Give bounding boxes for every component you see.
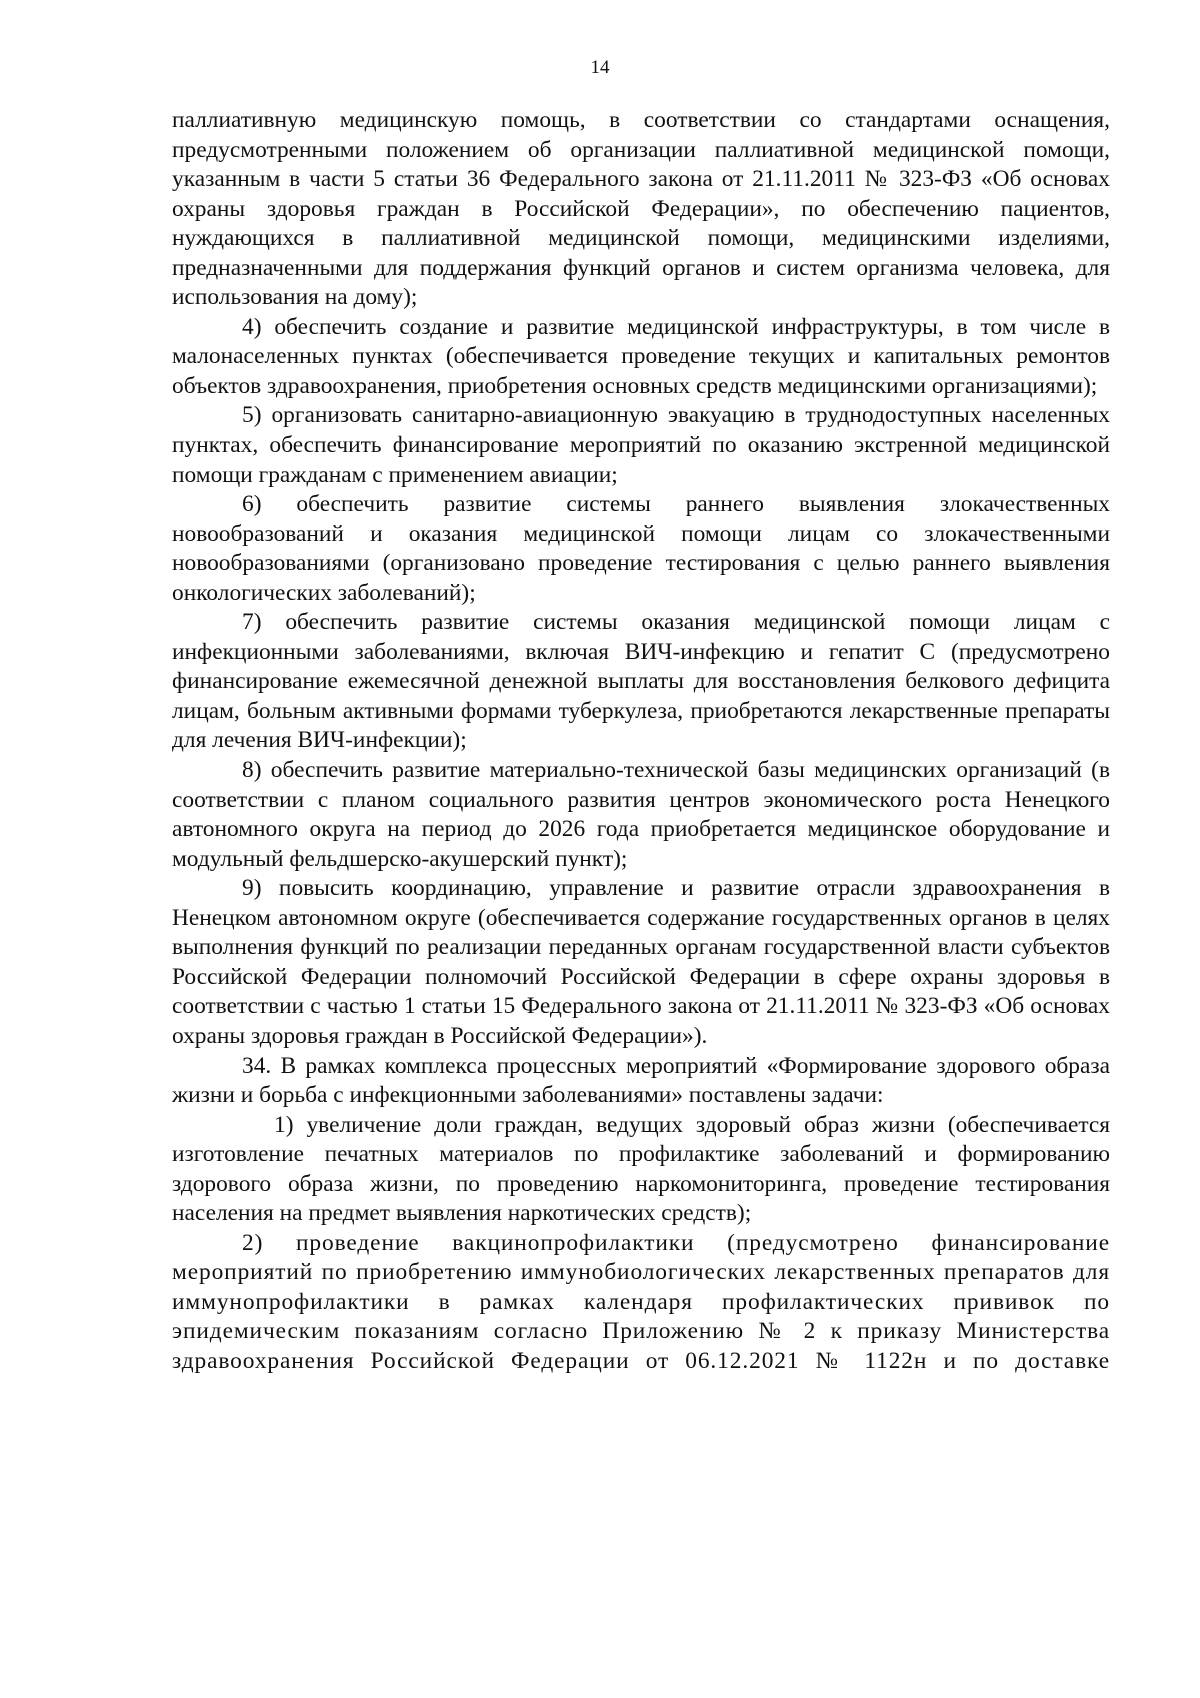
paragraph-item-8: 8) обеспечить развитие материально-технической базы медицинских организаций (в соответствии с планом социального развития центров экономического роста Ненецкого автономного округа на период до 2026 года приобретается медицинское оборудование и модульный фельдшерско-акушерский пункт); [172, 757, 1110, 872]
paragraph-continuation: паллиативную медицинскую помощь, в соответствии со стандартами оснащения, предусмотренными положением об организации паллиативной медицинской помощи, указанным в части 5 статьи 36 Федерального закона от 21.11.2011 № 323-ФЗ «Об основах охраны здоровья граждан в Российской Федерации», по обеспечению пациентов, нуждающихся в паллиативной медицинской помощи, медицинскими изделиями, предназначенными для поддержания функций органов и систем организма человека, для использования на дому); [172, 107, 1110, 311]
paragraph-item-5: 5) организовать санитарно-авиационную эвакуацию в труднодоступных населенных пунктах, обеспечить финансирование мероприятий по оказанию экстренной медицинской помощи гражданам с применением авиации; [172, 402, 1110, 488]
paragraph-task-1: 1) увеличение доли граждан, ведущих здоровый образ жизни (обеспечивается изготовление печатных материалов по профилактике заболеваний и формированию здорового образа жизни, по проведению наркомониторинга, проведение тестирования населения на предмет выявления наркотических средств); [172, 1111, 1110, 1227]
paragraph-item-4: 4) обеспечить создание и развитие медицинской инфраструктуры, в том числе в малонаселенных пунктах (обеспечивается проведение текущих и капитальных ремонтов объектов здравоохранения, приобретения основных средств медицинскими организациями); [172, 313, 1110, 399]
paragraph-item-6: 6) обеспечить развитие системы раннего выявления злокачественных новообразований и оказания медицинской помощи лицам со злокачественными новообразованиями (организовано проведение тестирования с целью раннего выявления онкологических заболеваний); [172, 491, 1110, 606]
paragraph-item-9: 9) повысить координацию, управление и развитие отрасли здравоохранения в Ненецком автономном округе (обеспечивается содержание государственных органов в целях выполнения функций по реализации переданных органам государственной власти субъектов Российской Федерации полномочий Российской Федерации в сфере охраны здоровья в соответствии с частью 1 статьи 15 Федерального закона от 21.11.2011 № 323-ФЗ «Об основах охраны здоровья граждан в Российской Федерации»). [172, 875, 1110, 1049]
page-number: 14 [590, 57, 610, 78]
paragraph-task-2: 2) проведение вакцинопрофилактики (предусмотрено финансирование мероприятий по приобретению иммунобиологических лекарственных препаратов для иммунопрофилактики в рамках календаря профилактических прививок по эпидемическим показаниям согласно Приложению № 2 к приказу Министерства здравоохранения Российской Федерации от 06.12.2021 № 1122н и по доставке [172, 1229, 1110, 1374]
paragraph-item-7: 7) обеспечить развитие системы оказания медицинской помощи лицам с инфекционными заболеваниями, включая ВИЧ-инфекцию и гепатит С (предусмотрено финансирование ежемесячной денежной выплаты для восстановления белкового дефицита лицам, больным активными формами туберкулеза, приобретаются лекарственные препараты для лечения ВИЧ-инфекции); [172, 609, 1110, 754]
document-body [172, 106, 1110, 1377]
paragraph-section-34: 34. В рамках комплекса процессных мероприятий «Формирование здорового образа жизни и борьба с инфекционными заболеваниями» поставлены задачи: [172, 1052, 1110, 1109]
